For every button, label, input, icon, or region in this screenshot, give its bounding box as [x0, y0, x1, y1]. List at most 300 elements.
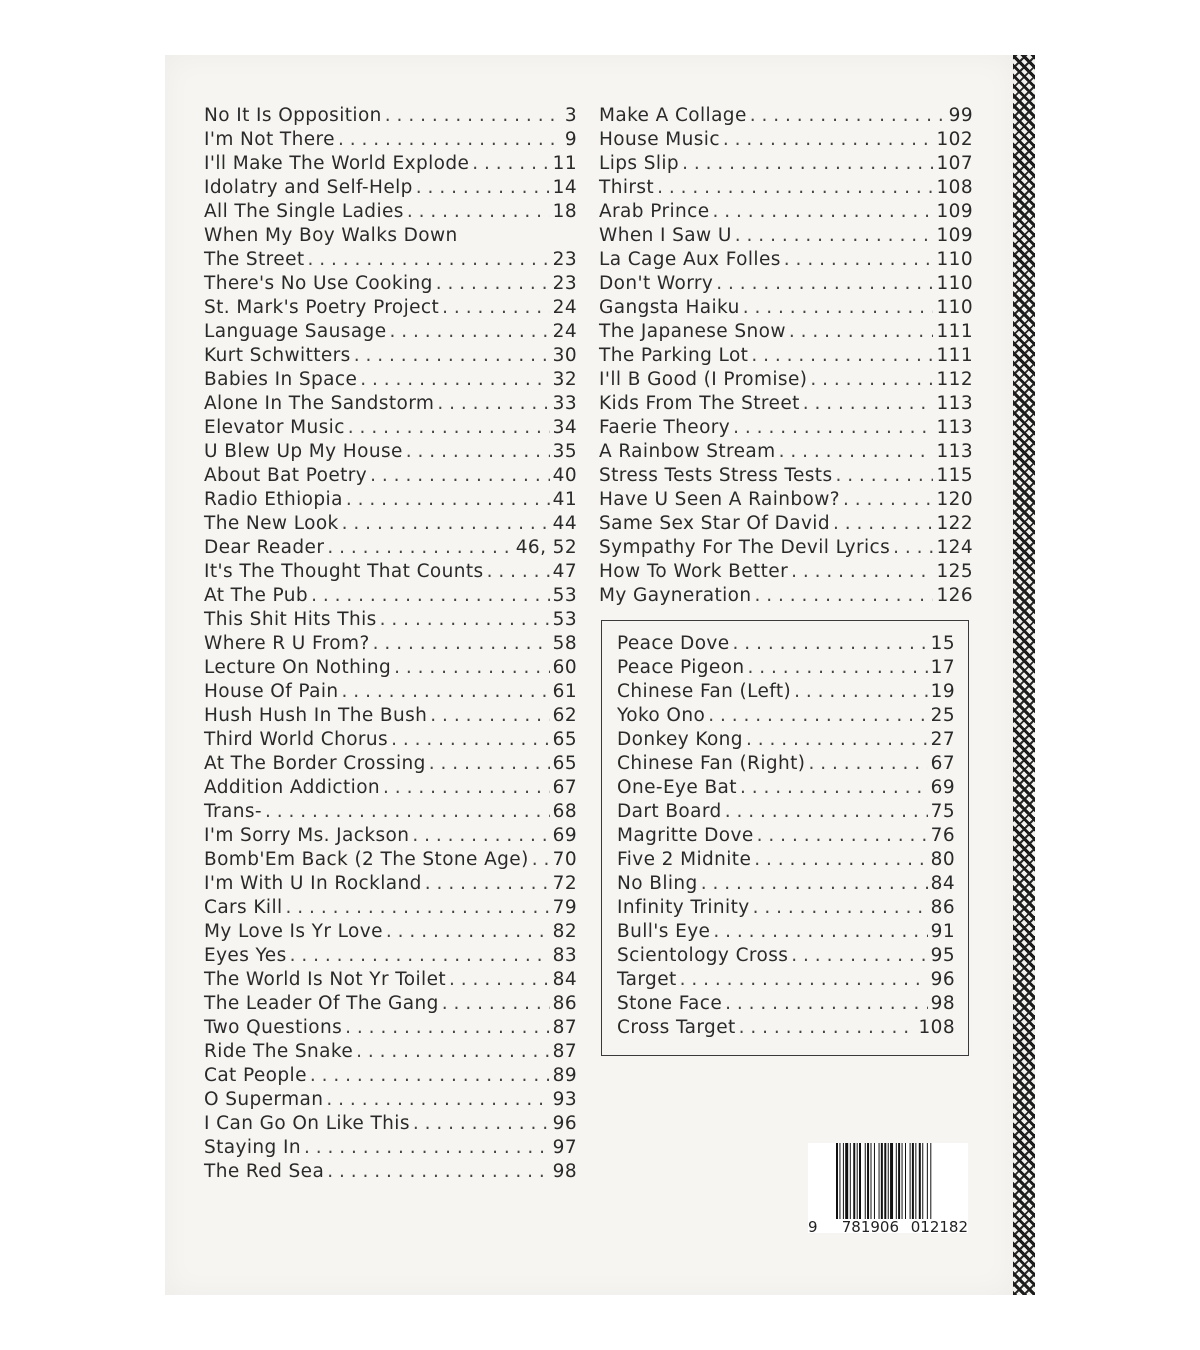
dot-leader: [360, 368, 549, 392]
dot-leader: [810, 368, 933, 392]
entry-title: Stress Tests Stress Tests: [599, 465, 833, 486]
dot-leader: [416, 176, 550, 200]
dot-leader: [791, 944, 927, 968]
entry-page-number: 112: [936, 369, 973, 390]
entry-page-number: 109: [936, 225, 973, 246]
dot-leader: [716, 272, 933, 296]
barcode-bar: [845, 1143, 848, 1219]
entry-title: Target: [617, 969, 677, 990]
contents-right-column: [599, 104, 973, 608]
entry-page-number: 98: [552, 1161, 577, 1182]
entry-page-number: 96: [552, 1113, 577, 1134]
entry-page-number: 99: [948, 105, 973, 126]
contents-entry: [599, 440, 973, 464]
entry-title: A Rainbow Stream: [599, 441, 776, 462]
contents-entry: [204, 104, 577, 128]
contents-entry: [204, 560, 577, 584]
entry-page-number: 14: [552, 177, 577, 198]
entry-page-number: 53: [552, 585, 577, 606]
entry-title: All The Single Ladies: [204, 201, 404, 222]
barcode-bar: [865, 1143, 866, 1219]
dot-leader: [808, 752, 927, 776]
contents-entry: [204, 944, 577, 968]
entry-title: At The Border Crossing: [204, 753, 426, 774]
contents-entry: [204, 320, 577, 344]
contents-entry: [617, 728, 955, 752]
entry-page-number: 47: [552, 561, 577, 582]
dot-leader: [743, 296, 934, 320]
entry-page-number: 24: [552, 297, 577, 318]
dot-leader: [383, 776, 550, 800]
entry-page-number: 110: [936, 249, 973, 270]
barcode-bar: [859, 1143, 861, 1219]
dot-leader: [348, 416, 550, 440]
entry-page-number: 61: [552, 681, 577, 702]
dot-leader: [308, 248, 550, 272]
entry-page-number: 97: [552, 1137, 577, 1158]
contents-entry: [204, 416, 577, 440]
entry-page-number: 110: [936, 273, 973, 294]
entry-title: Ride The Snake: [204, 1041, 354, 1062]
contents-entry: [204, 224, 577, 248]
contents-entry: [599, 272, 973, 296]
dot-leader: [725, 992, 928, 1016]
contents-entry: [204, 1016, 577, 1040]
dot-leader: [304, 1136, 550, 1160]
entry-title: Radio Ethiopia: [204, 489, 343, 510]
dot-leader: [682, 152, 933, 176]
entry-title: House Of Pain: [204, 681, 339, 702]
contents-entry: [204, 584, 577, 608]
entry-page-number: 69: [552, 825, 577, 846]
contents-entry: [599, 488, 973, 512]
entry-page-number: 93: [552, 1089, 577, 1110]
entry-title: One-Eye Bat: [617, 777, 737, 798]
contents-entry: [204, 824, 577, 848]
entry-page-number: 122: [936, 513, 973, 534]
entry-title: No It Is Opposition: [204, 105, 382, 126]
entry-title: Staying In: [204, 1137, 301, 1158]
contents-entry: [599, 152, 973, 176]
contents-entry: [204, 752, 577, 776]
entry-title: How To Work Better: [599, 561, 789, 582]
contents-entry: [599, 560, 973, 584]
contents-entry: [204, 200, 577, 224]
dot-leader: [789, 320, 934, 344]
contents-entry: [617, 848, 955, 872]
entry-title: Kids From The Street: [599, 393, 800, 414]
entry-page-number: 126: [936, 585, 973, 606]
contents-entry: [599, 200, 973, 224]
contents-entry: [599, 512, 973, 536]
entry-title: Kurt Schwitters: [204, 345, 351, 366]
barcode-bars: [836, 1143, 968, 1219]
entry-page-number: 79: [552, 897, 577, 918]
entry-page-number: 86: [552, 993, 577, 1014]
contents-entry: [204, 1064, 577, 1088]
entry-page-number: 18: [552, 201, 577, 222]
entry-page-number: 41: [552, 489, 577, 510]
dot-leader: [833, 512, 934, 536]
dot-leader: [803, 392, 934, 416]
dot-leader: [733, 632, 928, 656]
entry-title: Babies In Space: [204, 369, 358, 390]
entry-page-number: 46, 52: [515, 537, 577, 558]
entry-title: Hush Hush In The Bush: [204, 705, 428, 726]
barcode-bar: [910, 1143, 911, 1219]
contents-entry: [204, 680, 577, 704]
contents-entry: [617, 968, 955, 992]
dot-leader: [754, 848, 927, 872]
entry-page-number: 80: [930, 849, 955, 870]
contents-entry: [617, 896, 955, 920]
entry-page-number: 111: [936, 345, 973, 366]
contents-entry: [599, 320, 973, 344]
dot-leader: [657, 176, 933, 200]
entry-page-number: 96: [930, 969, 955, 990]
entry-title: Lecture On Nothing: [204, 657, 392, 678]
contents-entry: [204, 488, 577, 512]
entry-title: Cross Target: [617, 1017, 736, 1038]
entry-title: Arab Prince: [599, 201, 710, 222]
entry-page-number: 60: [552, 657, 577, 678]
entry-page-number: 113: [936, 417, 973, 438]
barcode-bar: [867, 1143, 869, 1219]
barcode-bar: [922, 1143, 923, 1219]
entry-page-number: 107: [936, 153, 973, 174]
dot-leader: [430, 704, 549, 728]
dot-leader: [487, 560, 550, 584]
entry-page-number: 87: [552, 1017, 577, 1038]
entry-title: La Cage Aux Folles: [599, 249, 781, 270]
contents-entry: [204, 608, 577, 632]
dot-leader: [429, 752, 550, 776]
barcode-bar: [871, 1143, 872, 1219]
contents-entry: [204, 1136, 577, 1160]
book-spine-pattern: [1013, 55, 1035, 1295]
contents-entry: [599, 176, 973, 200]
contents-entry: [204, 728, 577, 752]
contents-entry: [204, 1112, 577, 1136]
dot-leader: [354, 344, 550, 368]
entry-page-number: 53: [552, 609, 577, 630]
dot-leader: [708, 704, 927, 728]
isbn-barcode: [808, 1143, 968, 1236]
entry-title: Five 2 Midnite: [617, 849, 752, 870]
entry-title: O Superman: [204, 1089, 324, 1110]
contents-entry: [204, 248, 577, 272]
entry-title: My Gayneration: [599, 585, 752, 606]
entry-title: Dart Board: [617, 801, 722, 822]
entry-page-number: 110: [936, 297, 973, 318]
entry-page-number: 25: [930, 705, 955, 726]
dot-leader: [345, 1016, 550, 1040]
dot-leader: [680, 968, 928, 992]
contents-entry: [599, 344, 973, 368]
entry-title: Same Sex Star Of David: [599, 513, 830, 534]
entry-page-number: 23: [552, 249, 577, 270]
barcode-bar: [915, 1143, 916, 1219]
barcode-digits: [808, 1218, 968, 1236]
entry-title: The Japanese Snow: [599, 321, 786, 342]
dot-leader: [437, 392, 549, 416]
entry-page-number: 24: [552, 321, 577, 342]
dot-leader: [748, 656, 928, 680]
dot-leader: [442, 992, 550, 1016]
dot-leader: [290, 944, 550, 968]
dot-leader: [751, 344, 933, 368]
dot-leader: [327, 1160, 549, 1184]
entry-title: Infinity Trinity: [617, 897, 750, 918]
illustrations-list: [617, 632, 955, 1040]
entry-title: Alone In The Sandstorm: [204, 393, 435, 414]
entry-title: Stone Face: [617, 993, 723, 1014]
entry-title: Yoko Ono: [617, 705, 706, 726]
dot-leader: [412, 824, 549, 848]
dot-leader: [893, 536, 933, 560]
entry-page-number: 115: [936, 465, 973, 486]
entry-page-number: 72: [552, 873, 577, 894]
dot-leader: [836, 464, 934, 488]
entry-page-number: 75: [930, 801, 955, 822]
dot-leader: [712, 200, 933, 224]
contents-entry: [599, 536, 973, 560]
entry-page-number: 89: [552, 1065, 577, 1086]
entry-page-number: 102: [936, 129, 973, 150]
entry-title: St. Mark's Poetry Project: [204, 297, 440, 318]
contents-entry: [204, 776, 577, 800]
entry-title: Two Questions: [204, 1017, 343, 1038]
dot-leader: [436, 272, 550, 296]
entry-page-number: 87: [552, 1041, 577, 1062]
contents-entry: [204, 272, 577, 296]
entry-page-number: 68: [552, 801, 577, 822]
dot-leader: [750, 104, 946, 128]
dot-leader: [739, 1016, 916, 1040]
dot-leader: [386, 920, 550, 944]
contents-entry: [617, 944, 955, 968]
dot-leader: [532, 848, 550, 872]
entry-title: At The Pub: [204, 585, 309, 606]
entry-page-number: 44: [552, 513, 577, 534]
entry-page-number: 108: [936, 177, 973, 198]
contents-entry: [599, 584, 973, 608]
contents-entry: [617, 872, 955, 896]
barcode-bar: [930, 1143, 931, 1219]
entry-page-number: 15: [930, 633, 955, 654]
entry-page-number: 34: [552, 417, 577, 438]
dot-leader: [723, 128, 934, 152]
barcode-bar: [902, 1143, 903, 1219]
entry-title: Don't Worry: [599, 273, 714, 294]
contents-entry: [204, 896, 577, 920]
entry-title: Thirst: [599, 177, 655, 198]
entry-title: Gangsta Haiku: [599, 297, 740, 318]
dot-leader: [725, 800, 928, 824]
dot-leader: [406, 440, 550, 464]
contents-entry: [617, 992, 955, 1016]
entry-page-number: 76: [930, 825, 955, 846]
entry-title: The Street: [204, 249, 305, 270]
contents-entry: [599, 248, 973, 272]
contents-entry: [204, 344, 577, 368]
dot-leader: [342, 512, 550, 536]
entry-title: I'm Not There: [204, 129, 335, 150]
entry-page-number: 58: [552, 633, 577, 654]
contents-entry: [204, 536, 577, 560]
barcode-bar: [857, 1143, 858, 1219]
entry-page-number: 67: [552, 777, 577, 798]
entry-page-number: 40: [552, 465, 577, 486]
dot-leader: [740, 776, 928, 800]
dot-leader: [265, 800, 550, 824]
barcode-group-two: 012182: [910, 1218, 968, 1236]
entry-title: Donkey Kong: [617, 729, 743, 750]
entry-title: There's No Use Cooking: [204, 273, 433, 294]
entry-page-number: 83: [552, 945, 577, 966]
barcode-bar: [884, 1143, 886, 1219]
contents-entry: [204, 1040, 577, 1064]
dot-leader: [449, 968, 550, 992]
entry-title: Where R U From?: [204, 633, 370, 654]
contents-entry: [599, 416, 973, 440]
entry-page-number: 109: [936, 201, 973, 222]
contents-entry: [204, 176, 577, 200]
dot-leader: [425, 872, 550, 896]
entry-title: When I Saw U: [599, 225, 732, 246]
dot-leader: [442, 296, 549, 320]
barcode-bar: [888, 1143, 889, 1219]
dot-leader: [407, 200, 550, 224]
dot-leader: [373, 632, 550, 656]
entry-page-number: 62: [552, 705, 577, 726]
barcode-bar: [896, 1143, 897, 1219]
entry-page-number: 19: [930, 681, 955, 702]
dot-leader: [472, 152, 549, 176]
entry-title: I'm Sorry Ms. Jackson: [204, 825, 410, 846]
barcode-bar: [919, 1143, 921, 1219]
contents-entry: [204, 152, 577, 176]
contents-entry: [599, 104, 973, 128]
entry-page-number: 23: [552, 273, 577, 294]
contents-entry: [204, 656, 577, 680]
contents-entry: [617, 920, 955, 944]
entry-page-number: 9: [564, 129, 577, 150]
dot-leader: [327, 536, 512, 560]
contents-entry: [204, 704, 577, 728]
entry-page-number: 67: [930, 753, 955, 774]
contents-entry: [617, 824, 955, 848]
entry-title: Lips Slip: [599, 153, 680, 174]
entry-page-number: 113: [936, 441, 973, 462]
dot-leader: [735, 224, 934, 248]
entry-title: I Can Go On Like This: [204, 1113, 410, 1134]
dot-leader: [342, 680, 550, 704]
contents-entry: [204, 1160, 577, 1184]
entry-title: Faerie Theory: [599, 417, 731, 438]
entry-page-number: 111: [936, 321, 973, 342]
dot-leader: [757, 824, 928, 848]
barcode-bar: [879, 1143, 880, 1219]
entry-title: Have U Seen A Rainbow?: [599, 489, 840, 510]
contents-entry: [599, 392, 973, 416]
entry-page-number: 98: [930, 993, 955, 1014]
entry-title: Bull's Eye: [617, 921, 711, 942]
entry-title: Magritte Dove: [617, 825, 754, 846]
entry-title: No Bling: [617, 873, 698, 894]
entry-page-number: 95: [930, 945, 955, 966]
entry-title: Peace Dove: [617, 633, 730, 654]
entry-page-number: 113: [936, 393, 973, 414]
entry-title: Cat People: [204, 1065, 307, 1086]
entry-title: Idolatry and Self-Help: [204, 177, 413, 198]
barcode-bar: [905, 1143, 906, 1219]
dot-leader: [338, 128, 562, 152]
entry-page-number: 124: [936, 537, 973, 558]
dot-leader: [370, 464, 550, 488]
entry-title: The World Is Not Yr Toilet: [204, 969, 447, 990]
entry-page-number: 91: [930, 921, 955, 942]
dot-leader: [701, 872, 928, 896]
contents-entry: [204, 968, 577, 992]
dot-leader: [843, 488, 933, 512]
entry-page-number: 125: [936, 561, 973, 582]
entry-title: The Leader Of The Gang: [204, 993, 439, 1014]
entry-page-number: 82: [552, 921, 577, 942]
entry-title: Trans-: [204, 801, 262, 822]
contents-entry: [599, 296, 973, 320]
entry-page-number: 11: [552, 153, 577, 174]
dot-leader: [413, 1112, 550, 1136]
entry-title: U Blew Up My House: [204, 441, 403, 462]
barcode-bar: [890, 1143, 893, 1219]
entry-title: Cars Kill: [204, 897, 283, 918]
dot-leader: [310, 1064, 550, 1088]
dot-leader: [356, 1040, 550, 1064]
barcode-bar: [836, 1143, 838, 1219]
contents-entry: [204, 296, 577, 320]
entry-page-number: 120: [936, 489, 973, 510]
barcode-bar: [881, 1143, 883, 1219]
dot-leader: [311, 584, 550, 608]
barcode-bar: [850, 1143, 851, 1219]
contents-entry: [617, 632, 955, 656]
entry-title: I'm With U In Rockland: [204, 873, 422, 894]
contents-entry: [204, 1088, 577, 1112]
entry-title: When My Boy Walks Down: [204, 225, 458, 246]
dot-leader: [733, 416, 933, 440]
entry-title: Scientology Cross: [617, 945, 789, 966]
barcode-bar: [912, 1143, 914, 1219]
contents-entry: [617, 776, 955, 800]
contents-entry: [204, 368, 577, 392]
barcode-bar: [843, 1143, 844, 1219]
entry-page-number: 86: [930, 897, 955, 918]
contents-entry: [599, 464, 973, 488]
barcode-group-one: 781906: [841, 1218, 899, 1236]
contents-entry: [617, 1016, 955, 1040]
dot-leader: [391, 728, 550, 752]
entry-title: Third World Chorus: [204, 729, 389, 750]
entry-page-number: 35: [552, 441, 577, 462]
dot-leader: [755, 584, 934, 608]
entry-title: It's The Thought That Counts: [204, 561, 484, 582]
entry-page-number: 108: [918, 1017, 955, 1038]
dot-leader: [380, 608, 550, 632]
entry-page-number: 65: [552, 753, 577, 774]
entry-title: Eyes Yes: [204, 945, 287, 966]
contents-entry: [204, 632, 577, 656]
